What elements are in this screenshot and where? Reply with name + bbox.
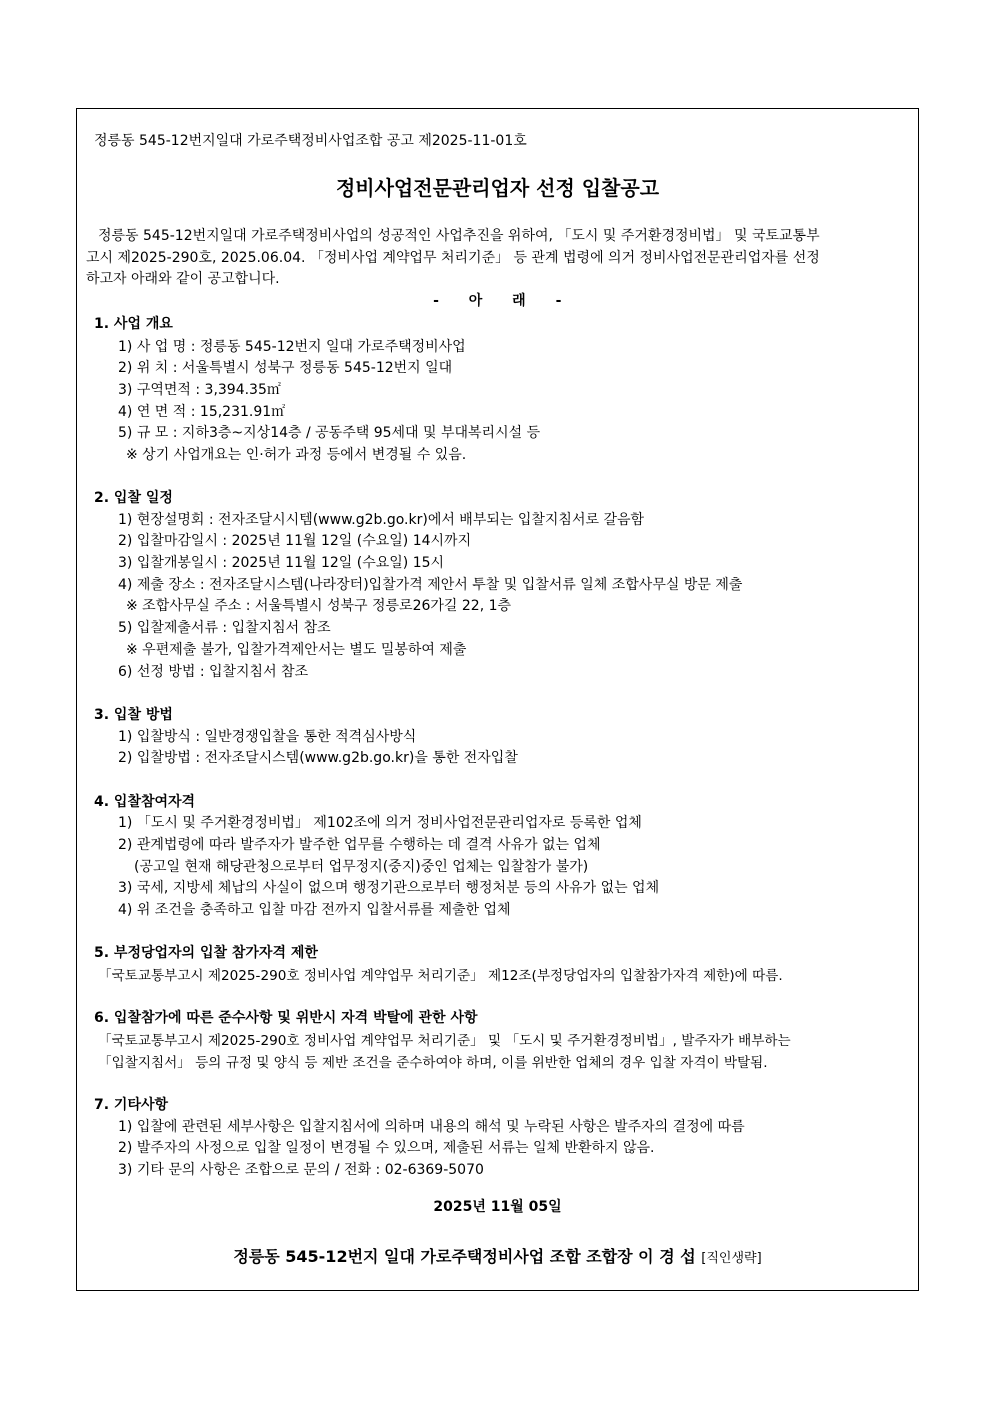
intro-line: 정릉동 545-12번지일대 가로주택정비사업의 성공적인 사업추진을 위하여, 「도시 및 주거환경정비법」 및 국토교통부 bbox=[98, 228, 820, 244]
list-item: 6) 선정 방법 : 입찰지침서 참조 bbox=[118, 664, 309, 680]
section-divider: - 아 래 - bbox=[433, 293, 562, 309]
list-item: 2) 위 치 : 서울특별시 성북구 정릉동 545-12번지 일대 bbox=[118, 360, 453, 376]
intro-line: 하고자 아래와 같이 공고합니다. bbox=[86, 271, 280, 287]
list-item: 5) 규 모 : 지하3층~지상14층 / 공동주택 95세대 및 부대복리시설 등 bbox=[118, 425, 541, 441]
list-item: 2) 입찰방법 : 전자조달시스템(www.g2b.go.kr)을 통한 전자입찰 bbox=[118, 750, 518, 766]
list-item: 4) 제출 장소 : 전자조달시스템(나라장터)입찰가격 제안서 투찰 및 입찰서류 일체 조합사무실 방문 제출 bbox=[118, 577, 743, 593]
list-item: 2) 발주자의 사정으로 입찰 일정이 변경될 수 있으며, 제출된 서류는 일체 반환하지 않음. bbox=[118, 1140, 655, 1156]
list-item: 5) 입찰제출서류 : 입찰지침서 참조 bbox=[118, 620, 331, 636]
intro-paragraph bbox=[86, 226, 912, 291]
section-title: 3. 입찰 방법 bbox=[94, 707, 173, 723]
list-item: 3) 기타 문의 사항은 조합으로 문의 / 전화 : 02-6369-5070 bbox=[118, 1162, 484, 1178]
note-item: ※ 상기 사업개요는 인·허가 과정 등에서 변경될 수 있음. bbox=[126, 447, 467, 463]
note-item: ※ 조합사무실 주소 : 서울특별시 성북구 정릉로26가길 22, 1층 bbox=[126, 598, 512, 614]
list-item: 3) 구역면적 : 3,394.35㎡ bbox=[118, 382, 281, 398]
section-title: 2. 입찰 일정 bbox=[94, 490, 173, 506]
list-item: 4) 위 조건을 충족하고 입찰 마감 전까지 입찰서류를 제출한 업체 bbox=[118, 902, 511, 918]
list-item: 3) 국세, 지방세 체납의 사실이 없으며 행정기관으로부터 행정처분 등의 사유가 없는 업체 bbox=[118, 880, 660, 896]
list-item: 2) 입찰마감일시 : 2025년 11월 12일 (수요일) 14시까지 bbox=[118, 533, 472, 549]
note-item: (공고일 현재 해당관청으로부터 업무정지(중지)중인 업체는 입찰참가 불가) bbox=[134, 859, 589, 875]
seal-note: [직인생략] bbox=[701, 1251, 762, 1266]
list-item: 「입찰지침서」 등의 규정 및 양식 등 제반 조건을 준수하여야 하며, 이를 위반한 업체의 경우 입찰 자격이 박탈됨. bbox=[98, 1055, 768, 1071]
notice-date: 2025년 11월 05일 bbox=[433, 1199, 562, 1215]
note-item: ※ 우편제출 불가, 입찰가격제안서는 별도 밀봉하여 제출 bbox=[126, 642, 467, 658]
section-title: 7. 기타사항 bbox=[94, 1097, 169, 1113]
list-item: 1) 「도시 및 주거환경정비법」 제102조에 의거 정비사업전문관리업자로 등록한 업체 bbox=[118, 815, 642, 831]
section-title: 4. 입찰참여자격 bbox=[94, 794, 196, 810]
list-item: 3) 입찰개봉일시 : 2025년 11월 12일 (수요일) 15시 bbox=[118, 555, 445, 571]
list-item: 4) 연 면 적 : 15,231.91㎡ bbox=[118, 404, 286, 420]
intro-line: 고시 제2025-290호, 2025.06.04. 「정비사업 계약업무 처리기준」 등 관계 법령에 의거 정비사업전문관리업자를 선정 bbox=[86, 249, 820, 266]
page-title: 정비사업전문관리업자 선정 입찰공고 bbox=[335, 176, 660, 200]
list-item: 1) 입찰방식 : 일반경쟁입찰을 통한 적격심사방식 bbox=[118, 729, 417, 745]
section-title: 1. 사업 개요 bbox=[94, 316, 173, 332]
notice-number: 정릉동 545-12번지일대 가로주택정비사업조합 공고 제2025-11-01호 bbox=[94, 133, 527, 149]
signature-text: 정릉동 545-12번지 일대 가로주택정비사업 조합 조합장 이 경 섭 bbox=[233, 1247, 696, 1266]
list-item: 1) 사 업 명 : 정릉동 545-12번지 일대 가로주택정비사업 bbox=[118, 339, 466, 355]
section-title: 5. 부정당업자의 입찰 참가자격 제한 bbox=[94, 945, 318, 961]
list-item: 2) 관계법령에 따라 발주자가 발주한 업무를 수행하는 데 결격 사유가 없는 업체 bbox=[118, 837, 601, 853]
list-item: 1) 현장설명회 : 전자조달시시템(www.g2b.go.kr)에서 배부되는 입찰지침서로 갈음함 bbox=[118, 512, 645, 528]
list-item: 「국토교통부고시 제2025-290호 정비사업 계약업무 처리기준」 및 「도시 및 주거환경정비법」, 발주자가 배부하는 bbox=[98, 1033, 791, 1049]
section-title: 6. 입찰참가에 따른 준수사항 및 위반시 자격 박탈에 관한 사항 bbox=[94, 1010, 478, 1026]
list-item: 「국토교통부고시 제2025-290호 정비사업 계약업무 처리기준」 제12조(부정당업자의 입찰참가자격 제한)에 따름. bbox=[98, 968, 783, 984]
signature-line bbox=[76, 1244, 919, 1267]
list-item: 1) 입찰에 관련된 세부사항은 입찰지침서에 의하며 내용의 해석 및 누락된 사항은 발주자의 결정에 따름 bbox=[118, 1119, 745, 1135]
